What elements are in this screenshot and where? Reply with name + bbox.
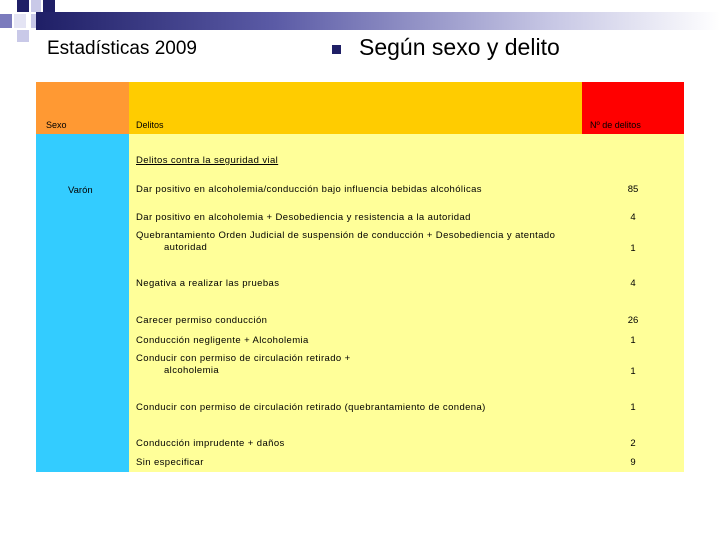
corner-square	[17, 30, 29, 42]
row-delito: Dar positivo en alcoholemia/conducción bajo influencia bebidas alcohólicas	[136, 184, 482, 195]
table-row	[136, 230, 666, 254]
header-delitos	[129, 82, 582, 134]
table-row	[136, 438, 666, 450]
header-sexo	[36, 82, 129, 134]
header-num	[582, 82, 684, 134]
row-count: 26	[627, 315, 639, 326]
row-delito: Carecer permiso conducción	[136, 315, 268, 326]
table-row	[136, 335, 666, 347]
row-delito: Conducir con permiso de circulación retirado (quebrantamiento de condena)	[136, 402, 486, 413]
table-row	[136, 402, 666, 414]
table-row	[136, 315, 666, 327]
category-label: Delitos contra la seguridad vial	[136, 155, 279, 166]
row-count: 1	[630, 243, 636, 254]
row-delito-cont: autoridad	[164, 242, 208, 253]
row-delito: Sin especificar	[136, 457, 204, 468]
sex-value: Varón	[68, 185, 93, 196]
row-delito: Conducción imprudente + daños	[136, 438, 285, 449]
slide-title-right: Según sexo y delito	[359, 34, 560, 60]
title-bar-gradient	[36, 12, 720, 30]
corner-square	[0, 14, 12, 28]
row-count: 1	[630, 402, 636, 413]
row-delito: Conducir con permiso de circulación retirado +	[136, 353, 351, 364]
header-delitos-label: Delitos	[136, 120, 164, 130]
row-delito: Conducción negligente + Alcoholemia	[136, 335, 309, 346]
row-delito: Dar positivo en alcoholemia + Desobediencia y resistencia a la autoridad	[136, 212, 471, 223]
row-count: 9	[630, 457, 636, 468]
row-delito: Negativa a realizar las pruebas	[136, 278, 280, 289]
row-count: 1	[630, 335, 636, 346]
table-row	[136, 212, 666, 224]
corner-square	[43, 0, 55, 12]
header-sexo-label: Sexo	[46, 120, 67, 130]
table-row	[136, 353, 666, 377]
square-bullet-icon	[332, 45, 341, 54]
row-delito-cont: alcoholemia	[164, 365, 220, 376]
sexo-column	[36, 134, 129, 472]
crime-table	[36, 82, 684, 472]
table-row	[136, 278, 666, 290]
slide-title-left: Estadísticas 2009	[47, 38, 197, 59]
corner-square	[17, 0, 29, 12]
row-count: 4	[630, 278, 636, 289]
row-delito: Quebrantamiento Orden Judicial de suspensión de conducción + Desobediencia y atentado	[136, 230, 556, 241]
corner-square	[31, 0, 41, 12]
corner-square	[14, 14, 26, 28]
table-row	[136, 184, 666, 196]
row-count: 85	[627, 184, 639, 195]
table-row	[136, 457, 666, 469]
row-count: 2	[630, 438, 636, 449]
row-count: 4	[630, 212, 636, 223]
header-num-label: Nº de delitos	[590, 120, 641, 130]
row-count: 1	[630, 366, 636, 377]
